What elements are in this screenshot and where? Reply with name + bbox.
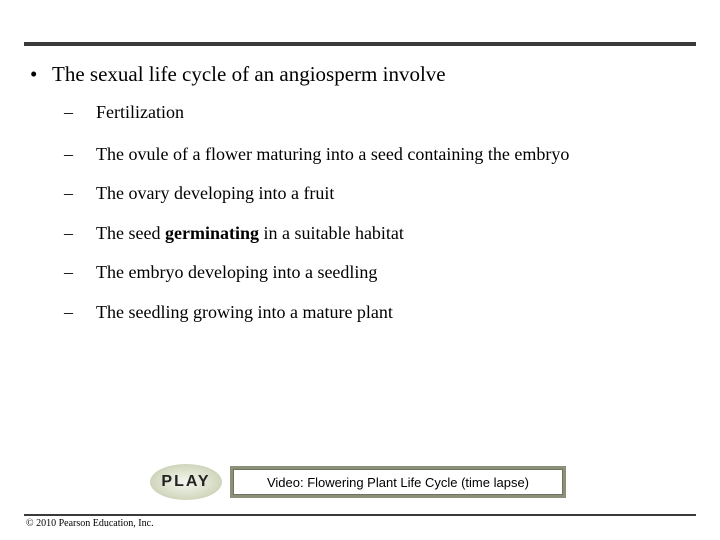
video-link-inner xyxy=(233,469,563,495)
main-bullet-text: The sexual life cycle of an angiosperm involve xyxy=(52,62,446,86)
sub-item-text: The seed xyxy=(96,223,165,243)
play-label: PLAY xyxy=(161,473,211,490)
play-button[interactable] xyxy=(150,464,222,500)
sub-item xyxy=(64,142,569,166)
dash-icon: – xyxy=(64,102,73,122)
video-label: Video: Flowering Plant Life Cycle (time lapse) xyxy=(266,474,530,490)
bullet-icon: • xyxy=(30,62,38,86)
sub-item-text: The ovule of a flower maturing into a seed containing the embryo xyxy=(96,144,570,164)
top-divider xyxy=(24,42,696,46)
sub-item xyxy=(64,221,404,245)
copyright-text: © 2010 Pearson Education, Inc. xyxy=(26,518,154,529)
bottom-divider xyxy=(24,514,696,516)
dash-icon: – xyxy=(64,302,73,322)
sub-item xyxy=(64,260,377,284)
sub-item-text: Fertilization xyxy=(96,102,184,122)
video-link[interactable] xyxy=(230,466,566,498)
main-bullet xyxy=(30,60,446,88)
dash-icon: – xyxy=(64,183,73,203)
sub-item-text: The ovary developing into a fruit xyxy=(96,183,335,203)
dash-icon: – xyxy=(64,223,73,243)
sub-item-text: The seedling growing into a mature plant xyxy=(96,302,393,322)
sub-item-text-after: in a suitable habitat xyxy=(258,223,404,243)
dash-icon: – xyxy=(64,144,73,164)
sub-item xyxy=(64,100,184,124)
dash-icon: – xyxy=(64,262,73,282)
sub-item-bold-text: germinating xyxy=(164,223,259,243)
sub-item xyxy=(64,181,334,205)
sub-item-text: The embryo developing into a seedling xyxy=(96,262,378,282)
sub-item xyxy=(64,300,393,324)
